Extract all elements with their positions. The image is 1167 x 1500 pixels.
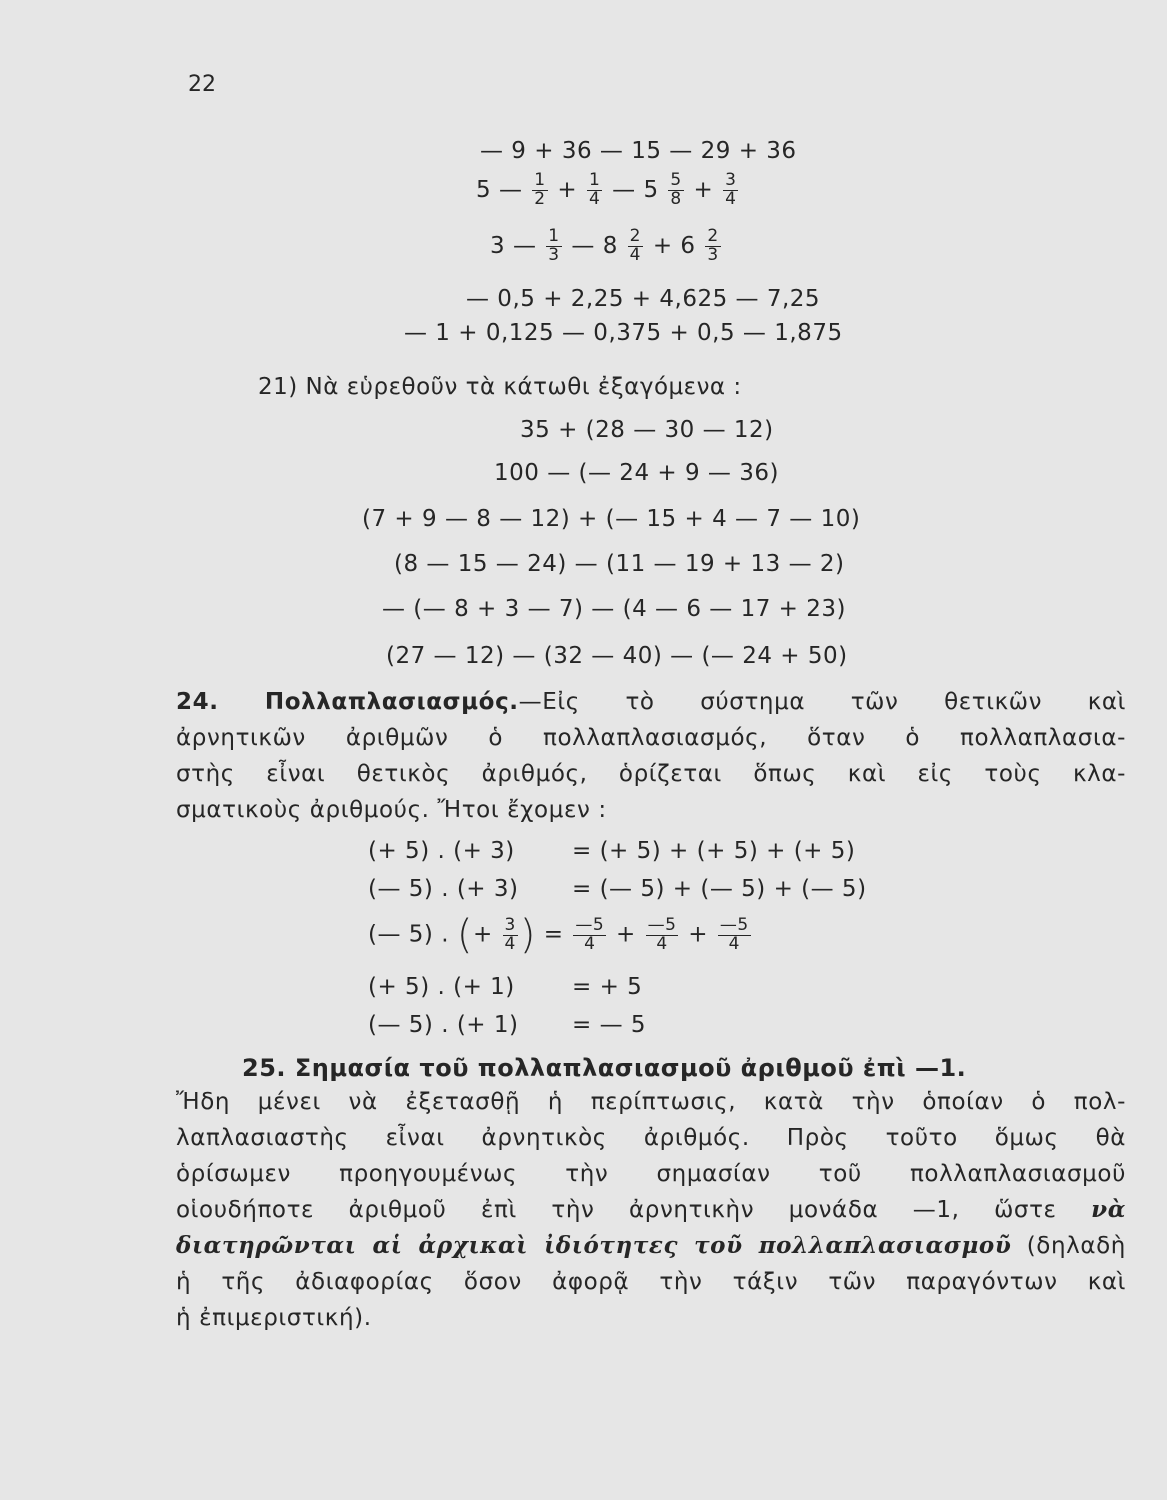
numerator: —5: [647, 914, 677, 935]
numerator: 5: [670, 170, 682, 190]
denominator: 8: [670, 188, 682, 209]
fraction-expression-1: [476, 172, 740, 209]
emphasized-text: νὰ: [1091, 1196, 1126, 1223]
section-24-heading: 24. Πολλαπλασιασμός.: [176, 689, 519, 715]
denominator: 4: [728, 933, 740, 954]
equation-rhs: = (+ 5) + (+ 5) + (+ 5): [572, 838, 856, 864]
operator: +: [557, 176, 578, 203]
paragraph-line: στὴς εἶναι θετικὸς ἀριθμός, ὁρίζεται ὅπως καὶ εἰς τοὺς κλα-: [176, 761, 1126, 787]
equation-rhs: = — 5: [572, 1012, 647, 1038]
equation-lhs: (— 5) .: [368, 921, 450, 948]
fraction-expression-2: [490, 228, 723, 265]
term: 3 —: [490, 232, 537, 259]
paragraph-line: ἀρνητικῶν ἀριθμῶν ὁ πολλαπλασιασμός, ὅταν ὁ πολλαπλασια-: [176, 725, 1126, 751]
paragraph-line: [176, 684, 1126, 720]
denominator: 4: [504, 933, 516, 954]
expression-line: — 9 + 36 — 15 — 29 + 36: [480, 138, 797, 164]
paragraph-line: σματικοὺς ἀριθμούς. Ἤτοι ἔχομεν :: [176, 797, 607, 823]
expression-line: — 1 + 0,125 — 0,375 + 0,5 — 1,875: [404, 320, 843, 346]
page-number: 22: [188, 72, 216, 97]
paragraph-line: ἡ ἐπιμεριστική).: [176, 1305, 372, 1331]
operator: — 8: [571, 232, 618, 259]
operator: +: [616, 921, 636, 948]
paragraph-line: ὁρίσωμεν προηγουμένως τὴν σημασίαν τοῦ πολλαπλασιασμοῦ: [176, 1161, 1126, 1187]
equation-rhs: = (— 5) + (— 5) + (— 5): [572, 876, 867, 902]
operator: +: [688, 921, 709, 948]
equation-rhs: = + 5: [572, 974, 643, 1000]
fraction: [503, 914, 518, 954]
exercise-item: 100 — (— 24 + 9 — 36): [494, 460, 779, 486]
exercise-item: (8 — 15 — 24) — (11 — 19 + 13 — 2): [394, 551, 845, 577]
numerator: 2: [629, 226, 641, 246]
equation-lhs: (+ 5) . (+ 1): [368, 974, 515, 1000]
paragraph-line: [176, 1228, 1126, 1264]
exercise-item: (27 — 12) — (32 — 40) — (— 24 + 50): [386, 643, 848, 669]
fraction: [628, 228, 643, 265]
exercise-item: 35 + (28 — 30 — 12): [520, 417, 774, 443]
paragraph-line: λαπλασιαστὴς εἶναι ἀρνητικὸς ἀριθμός. Πρὸς τοῦτο ὅμως θὰ: [176, 1125, 1126, 1151]
section-25-heading: 25. Σημασία τοῦ πολλαπλασιασμοῦ ἀριθμοῦ ἐπὶ —1.: [242, 1054, 967, 1082]
operator: +: [472, 921, 493, 948]
right-paren: ): [519, 912, 536, 958]
section-24-paragraph: [176, 684, 1126, 828]
operator: + 6: [652, 232, 696, 259]
numerator: 1: [534, 170, 546, 190]
numerator: —5: [719, 914, 749, 935]
numerator: 1: [548, 226, 560, 246]
numerator: 3: [725, 170, 737, 190]
fraction: [668, 172, 683, 209]
fraction: [718, 914, 751, 954]
exercise-item: (7 + 9 — 8 — 12) + (— 15 + 4 — 7 — 10): [362, 506, 861, 532]
left-paren: (: [456, 912, 473, 958]
fraction: [705, 228, 720, 265]
numerator: 3: [504, 914, 516, 935]
denominator: 3: [548, 244, 560, 265]
paragraph-line: ἡ τῆς ἀδιαφορίας ὅσον ἀφορᾷ τὴν τάξιν τῶν παραγόντων καὶ: [176, 1269, 1126, 1295]
numerator: 1: [589, 170, 601, 190]
emphasized-text: διατηρῶνται αἱ ἀρχικαὶ ἰδιότητες τοῦ πολλαπλασιασμοῦ: [176, 1232, 1012, 1259]
equation-lhs: (+ 5) . (+ 3): [368, 838, 515, 864]
operator: — 5: [612, 176, 659, 203]
fraction: [532, 172, 547, 209]
denominator: 4: [584, 933, 596, 954]
paragraph-text: —Εἰς τὸ σύστημα τῶν θετικῶν καὶ: [518, 689, 1126, 715]
denominator: 3: [707, 244, 719, 265]
exercise-item: — (— 8 + 3 — 7) — (4 — 6 — 17 + 23): [382, 596, 846, 622]
paragraph-line: Ἤδη μένει νὰ ἐξετασθῇ ἡ περίπτωσις, κατὰ τὴν ὁποίαν ὁ πολ-: [176, 1089, 1126, 1115]
numerator: —5: [575, 914, 605, 935]
fraction: [587, 172, 602, 209]
equation-lhs: (— 5) . (+ 1): [368, 1012, 519, 1038]
paragraph-text: οἱουδήποτε ἀριθμοῦ ἐπὶ τὴν ἀρνητικὴν μονάδα —1, ὥστε: [176, 1197, 1057, 1223]
exercise-21-title: 21) Νὰ εὑρεθοῦν τὰ κάτωθι ἐξαγόμενα :: [258, 374, 742, 400]
denominator: 4: [589, 188, 601, 209]
denominator: 2: [534, 188, 546, 209]
fraction: [646, 914, 679, 954]
fraction-equation: [368, 912, 753, 958]
equation-lhs: (— 5) . (+ 3): [368, 876, 519, 902]
numerator: 2: [707, 226, 719, 246]
fraction: [573, 914, 606, 954]
section-25-paragraph: [176, 1084, 1126, 1336]
fraction: [723, 172, 738, 209]
denominator: 4: [629, 244, 641, 265]
denominator: 4: [656, 933, 668, 954]
fraction: [546, 228, 561, 265]
paragraph-text: (δηλαδὴ: [1026, 1233, 1126, 1259]
operator: +: [693, 176, 714, 203]
paragraph-line: [176, 1192, 1126, 1228]
term: 5 —: [476, 176, 523, 203]
expression-line: — 0,5 + 2,25 + 4,625 — 7,25: [466, 286, 821, 312]
denominator: 4: [725, 188, 737, 209]
equals: =: [543, 921, 564, 948]
